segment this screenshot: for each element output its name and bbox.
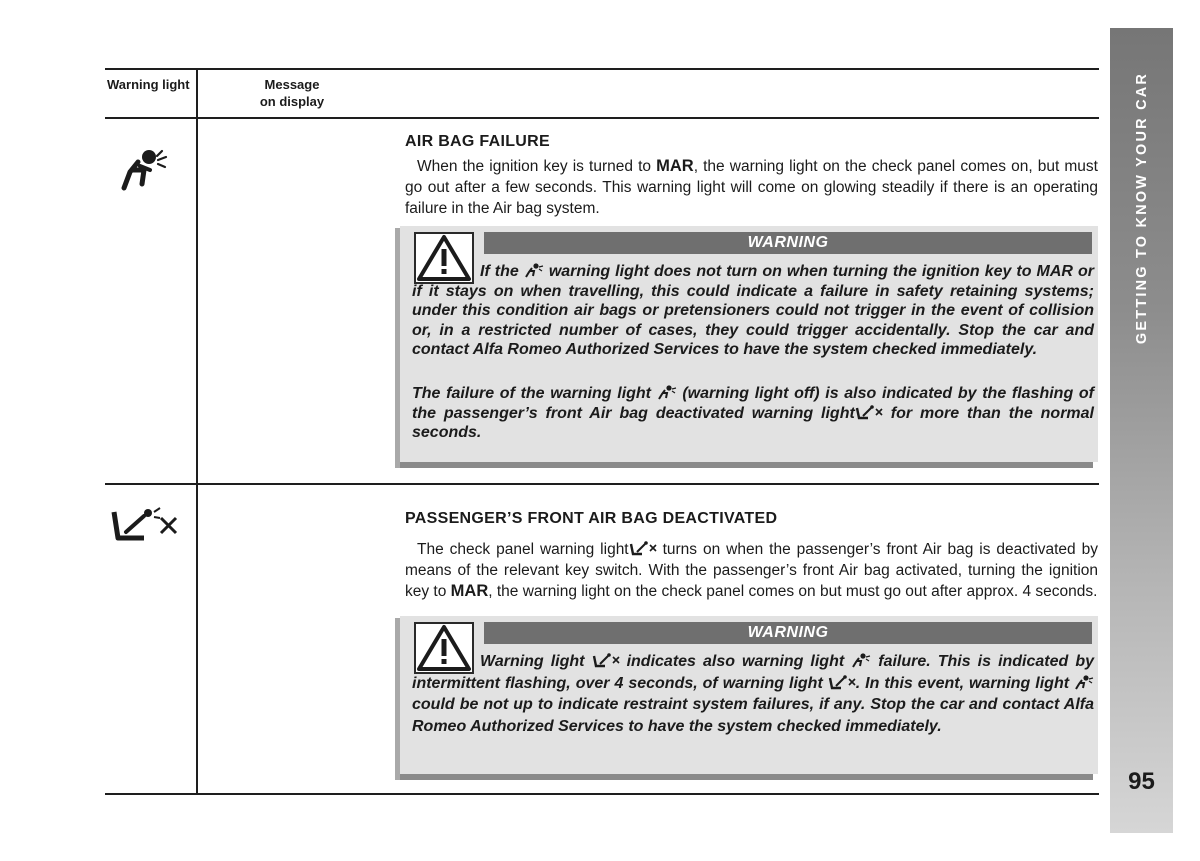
warning-box-1 [400, 226, 1098, 462]
column-header-message-line1: Message [264, 77, 320, 92]
warning-2-paragraph [412, 651, 1094, 737]
warning-1-text-a: If the [480, 263, 524, 280]
section1-text-b: , the warning light on the check panel comes on, but must go out after a few seconds. This warning light will come on glowing steadily if there is an operating failure in the Air bag system. [405, 158, 1098, 217]
airbag-inline-icon [1074, 674, 1094, 690]
passenger-airbag-deactivated-icon [110, 506, 180, 542]
warning-2-text-a: Warning light [480, 653, 592, 670]
passenger-airbag-inline-icon [592, 652, 620, 668]
airbag-inline-icon [851, 652, 871, 668]
warning-1-paragraph-2 [412, 384, 1094, 443]
column-header-message [250, 76, 334, 110]
warning-box-2 [400, 616, 1098, 774]
page-number: 95 [1128, 768, 1155, 795]
section2-mar: MAR [450, 582, 489, 600]
table-bottom-rule [105, 793, 1099, 795]
section2-paragraph [405, 539, 1098, 602]
warning-1-text-e: for more than the normal seconds. [412, 404, 1095, 441]
column-header-warning-light: Warning light [107, 77, 190, 92]
section1-paragraph [405, 156, 1098, 219]
section2-text-b: turns on when the passenger’s front Air bag is deactivated by means of the relevant key switch. With the passenger’s front Air bag activated, turning the ignition key to [405, 541, 1098, 600]
warning-label-bar: WARNING [484, 232, 1092, 254]
section1-mar: MAR [656, 157, 694, 175]
airbag-failure-icon [118, 146, 170, 192]
warning-1-text-b: warning light does not turn on when turning the ignition key to MAR or if it stays on when travelling, this could indicate a failure in safety retaining systems; under this condition air bags or pretensioners could not trigger in the event of collision or, in a restricted number of cases, they could trigger accidentally. Stop the car and contact Alfa Romeo Authorized Services to have the system checked immediately. [412, 263, 1094, 358]
section-title-passenger-airbag: PASSENGER’S FRONT AIR BAG DEACTIVATED [405, 510, 778, 527]
airbag-inline-icon [657, 384, 677, 400]
section2-text-c: , the warning light on the check panel comes on but must go out after approx. 4 seconds. [488, 583, 1098, 600]
section-title-airbag-failure: AIR BAG FAILURE [405, 133, 550, 150]
warning-1-text-c: The failure of the warning light [412, 385, 657, 402]
table-top-rule [105, 68, 1099, 70]
passenger-airbag-inline-icon [828, 674, 856, 690]
section1-text-a: When the ignition key is turned to [417, 158, 657, 175]
chapter-title: GETTING TO KNOW YOUR CAR [1133, 71, 1150, 345]
passenger-airbag-inline-icon [629, 540, 657, 556]
warning-2-text-d: . In this event, warning light [855, 674, 1075, 692]
section2-text-a: The check panel warning light [417, 541, 629, 558]
warning-2-text-c: failure. This is indicated by intermittent flashing, over 4 seconds, of warning light [412, 653, 1095, 692]
warning-label-bar: WARNING [484, 622, 1092, 644]
passenger-airbag-inline-icon [855, 404, 883, 420]
row-separator-rule [105, 483, 1099, 485]
airbag-inline-icon [524, 262, 544, 278]
warning-2-text-e: could be not up to indicate restraint system failures, if any. Stop the car and contact Alfa Romeo Authorized Services to have the system checked immediately. [412, 696, 1094, 735]
header-bottom-rule [105, 117, 1099, 119]
warning-2-text-b: indicates also warning light [619, 653, 852, 670]
warning-1-paragraph-1 [412, 262, 1094, 360]
chapter-side-label [1110, 28, 1173, 388]
column-header-message-line2: on display [259, 94, 325, 109]
warning-1-text-d: (warning light off) is also indicated by the flashing of the passenger’s front Air bag deactivated warning light [412, 385, 1094, 422]
column-divider [196, 68, 198, 795]
